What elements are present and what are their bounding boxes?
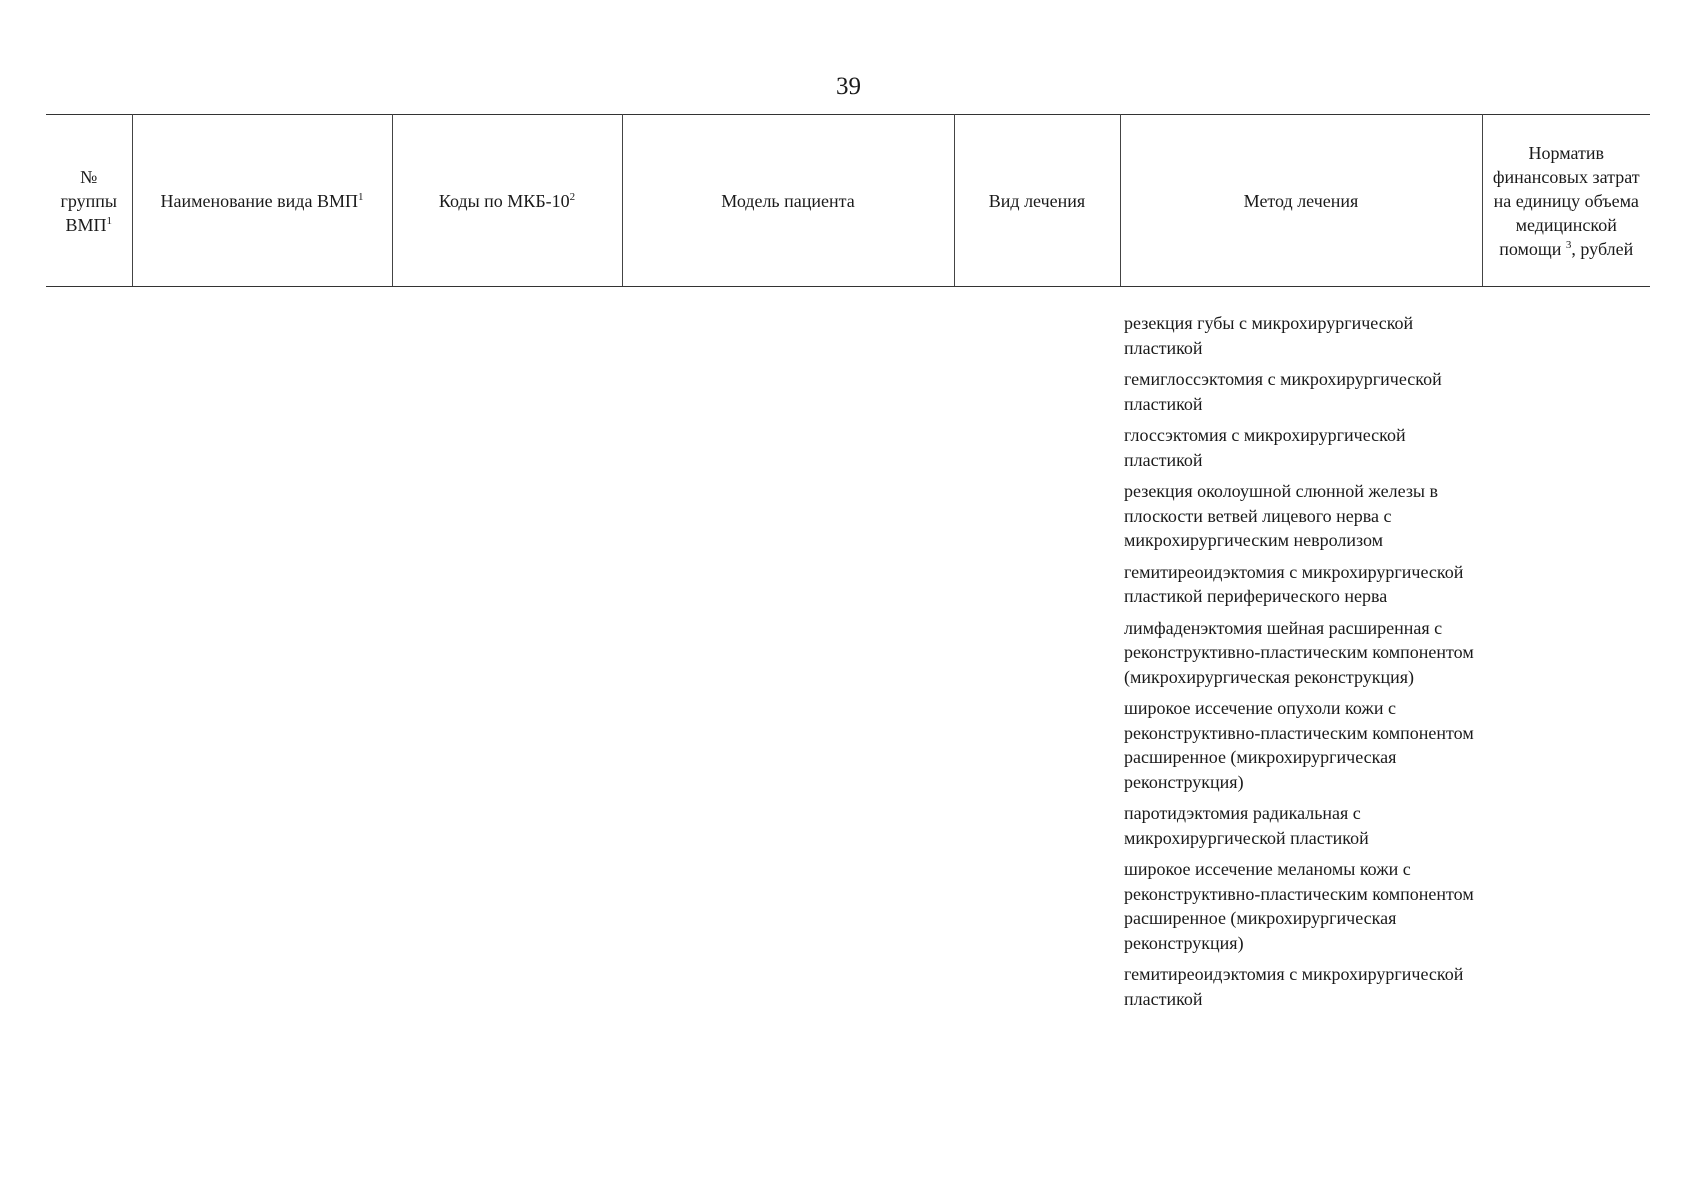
col-group-no [46, 115, 132, 287]
list-item: паротидэктомия радикальная с микрохирургической пластикой [1124, 803, 1369, 848]
list-item: широкое иссечение меланомы кожи с реконструктивно-пластическим компонентом расширенное (микрохирургическая реконструкция) [1124, 859, 1474, 953]
col-patient-model [622, 115, 954, 287]
list-item: гемитиреоидэктомия с микрохирургической пластикой [1124, 964, 1464, 1009]
col-mkb-codes-label: Коды по МКБ-10 [438, 190, 570, 211]
list-item: гемиглоссэктомия с микрохирургической пластикой [1124, 369, 1442, 414]
col-treatment-type-label: Вид лечения [988, 190, 1086, 211]
col-group-no-label: № группы ВМП [60, 166, 117, 235]
col-cost-norm [1482, 115, 1650, 287]
header-row [46, 115, 1650, 287]
col-mkb-codes [392, 115, 622, 287]
table-header [46, 114, 1650, 287]
col-cost-norm-suffix: , рублей [1571, 238, 1634, 259]
col-cost-norm-label: Норматив финансовых затрат на единицу объема медицинской помощи [1492, 142, 1640, 259]
footnote-ref: 1 [106, 214, 112, 227]
col-vmp-name-label: Наименование вида ВМП [160, 190, 358, 211]
list-item: широкое иссечение опухоли кожи с реконструктивно-пластическим компонентом расширенное (микрохирургическая реконструкция) [1124, 698, 1474, 792]
footnote-ref: 1 [357, 190, 364, 203]
list-item: лимфаденэктомия шейная расширенная с реконструктивно-пластическим компонентом (микрохирургическая реконструкция) [1124, 617, 1474, 687]
col-patient-model-label: Модель пациента [721, 190, 855, 211]
col-treatment-method [1120, 115, 1482, 287]
footnote-ref: 3 [1565, 238, 1572, 251]
treatment-method-list [1124, 311, 1474, 1018]
footnote-ref: 2 [569, 190, 576, 203]
col-treatment-type [954, 115, 1120, 287]
list-item: гемитиреоидэктомия с микрохирургической пластикой периферического нерва [1124, 561, 1464, 606]
list-item: резекция околоушной слюнной железы в плоскости ветвей лицевого нерва с микрохирургическим невролизом [1124, 481, 1439, 550]
col-treatment-method-label: Метод лечения [1243, 190, 1359, 211]
list-item: резекция губы с микрохирургической пластикой [1124, 313, 1414, 358]
col-vmp-name [132, 115, 392, 287]
page-number: 39 [836, 73, 861, 100]
list-item: глоссэктомия с микрохирургической пластикой [1124, 425, 1406, 470]
